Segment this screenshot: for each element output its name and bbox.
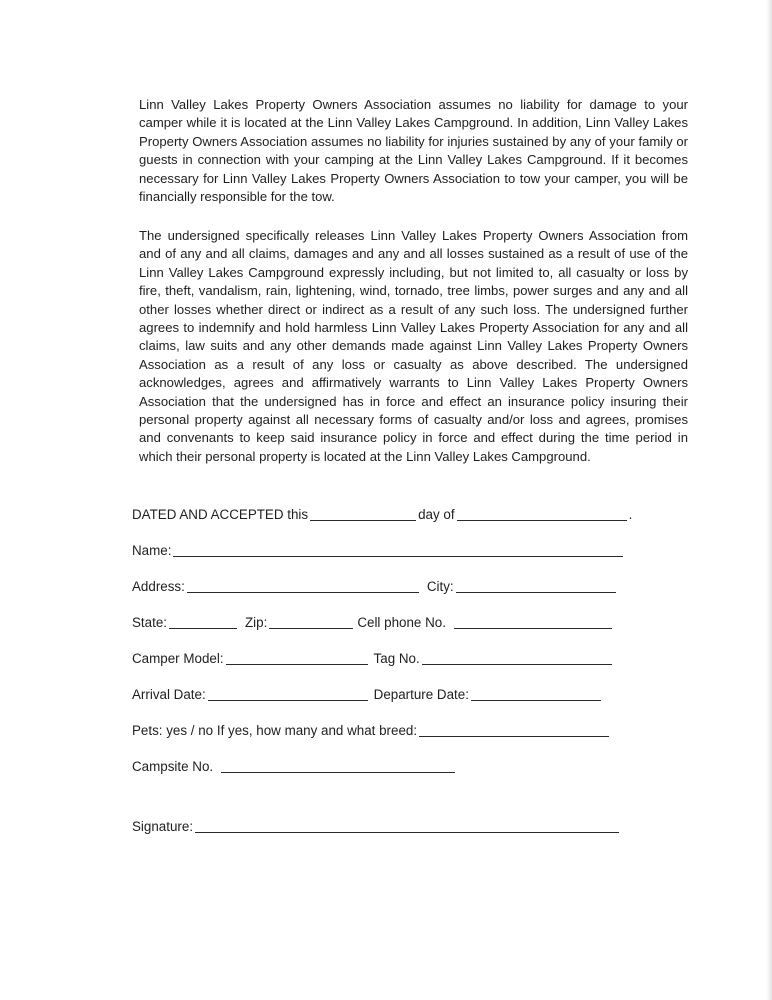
tag-number-field[interactable]	[422, 650, 612, 665]
liability-paragraph: Linn Valley Lakes Property Owners Association assumes no liability for damage to your camper while it is located at the Linn Valley Lakes Campground. In addition, Linn Valley Lakes Property Owners Association assumes no liability for injuries sustained by any of your family or guests in connection with your camping at the Linn Valley Lakes Campground. If it becomes necessary for Linn Valley Lakes Property Owners Association to tow your camper, you will be financially responsible for the tow.	[139, 97, 688, 205]
camper-model-label: Camper Model:	[132, 651, 224, 666]
dated-end-period: .	[628, 507, 633, 522]
departure-date-field[interactable]	[471, 686, 601, 701]
name-row	[132, 541, 625, 559]
release-paragraph: The undersigned specifically releases Linn Valley Lakes Property Owners Association from and of any and all claims, damages and any and all losses sustained as a result of use of the Linn Valley Lakes Campground expressly including, but not limited to, all casualty or loss by fire, theft, vandalism, rain, lightening, wind, tornado, tree limbs, power surges and any and all other losses whether direct or indirect as a result of any such loss. The undersigned further agrees to indemnify and hold harmless Linn Valley Lakes Property Association for any and all claims, law suits and any other demands made against Linn Valley Lakes Property Owners Association as a result of any loss or casualty as above described. The undersigned acknowledges, agrees and affirmatively warrants to Linn Valley Lakes Property Owners Association that the undersigned has in force and effect an insurance policy insuring their personal property against all necessary forms of casualty and/or loss and agrees, promises and convenants to keep said insurance policy in force and effect during the time period in which their personal property is located at the Linn Valley Lakes Campground.	[139, 228, 688, 464]
arrival-departure-row	[132, 685, 603, 703]
pets-label: Pets: yes / no If yes, how many and what breed:	[132, 723, 418, 738]
arrival-date-field[interactable]	[208, 686, 368, 701]
cell-phone-label: Cell phone No.	[357, 615, 446, 630]
dated-accepted-row	[132, 505, 632, 523]
campsite-number-label: Campsite No.	[132, 759, 214, 774]
tag-number-label: Tag No.	[373, 651, 420, 666]
departure-date-label: Departure Date:	[373, 687, 469, 702]
address-field[interactable]	[187, 578, 419, 593]
name-label: Name:	[132, 543, 172, 558]
zip-field[interactable]	[269, 614, 353, 629]
city-label: City:	[426, 579, 454, 594]
camper-tag-row	[132, 649, 614, 667]
zip-label: Zip:	[245, 615, 268, 630]
month-year-field[interactable]	[457, 506, 627, 521]
state-field[interactable]	[169, 614, 237, 629]
signature-label: Signature:	[132, 819, 194, 834]
dated-accepted-label: DATED AND ACCEPTED this	[132, 507, 309, 522]
pets-field[interactable]	[419, 722, 609, 737]
day-field[interactable]	[310, 506, 416, 521]
arrival-date-label: Arrival Date:	[132, 687, 206, 702]
cell-phone-field[interactable]	[454, 614, 612, 629]
campsite-number-field[interactable]	[221, 758, 455, 773]
address-label: Address:	[132, 579, 185, 594]
signature-row	[132, 817, 621, 835]
page-edge-shadow	[766, 0, 772, 1000]
state-zip-cell-row	[132, 613, 614, 631]
day-of-label: day of	[418, 507, 455, 522]
signature-field[interactable]	[195, 818, 619, 833]
pets-row	[132, 721, 611, 739]
address-row	[132, 577, 618, 595]
name-field[interactable]	[173, 542, 623, 557]
state-label: State:	[132, 615, 167, 630]
camper-model-field[interactable]	[226, 650, 368, 665]
city-field[interactable]	[456, 578, 616, 593]
campsite-row	[132, 757, 457, 775]
